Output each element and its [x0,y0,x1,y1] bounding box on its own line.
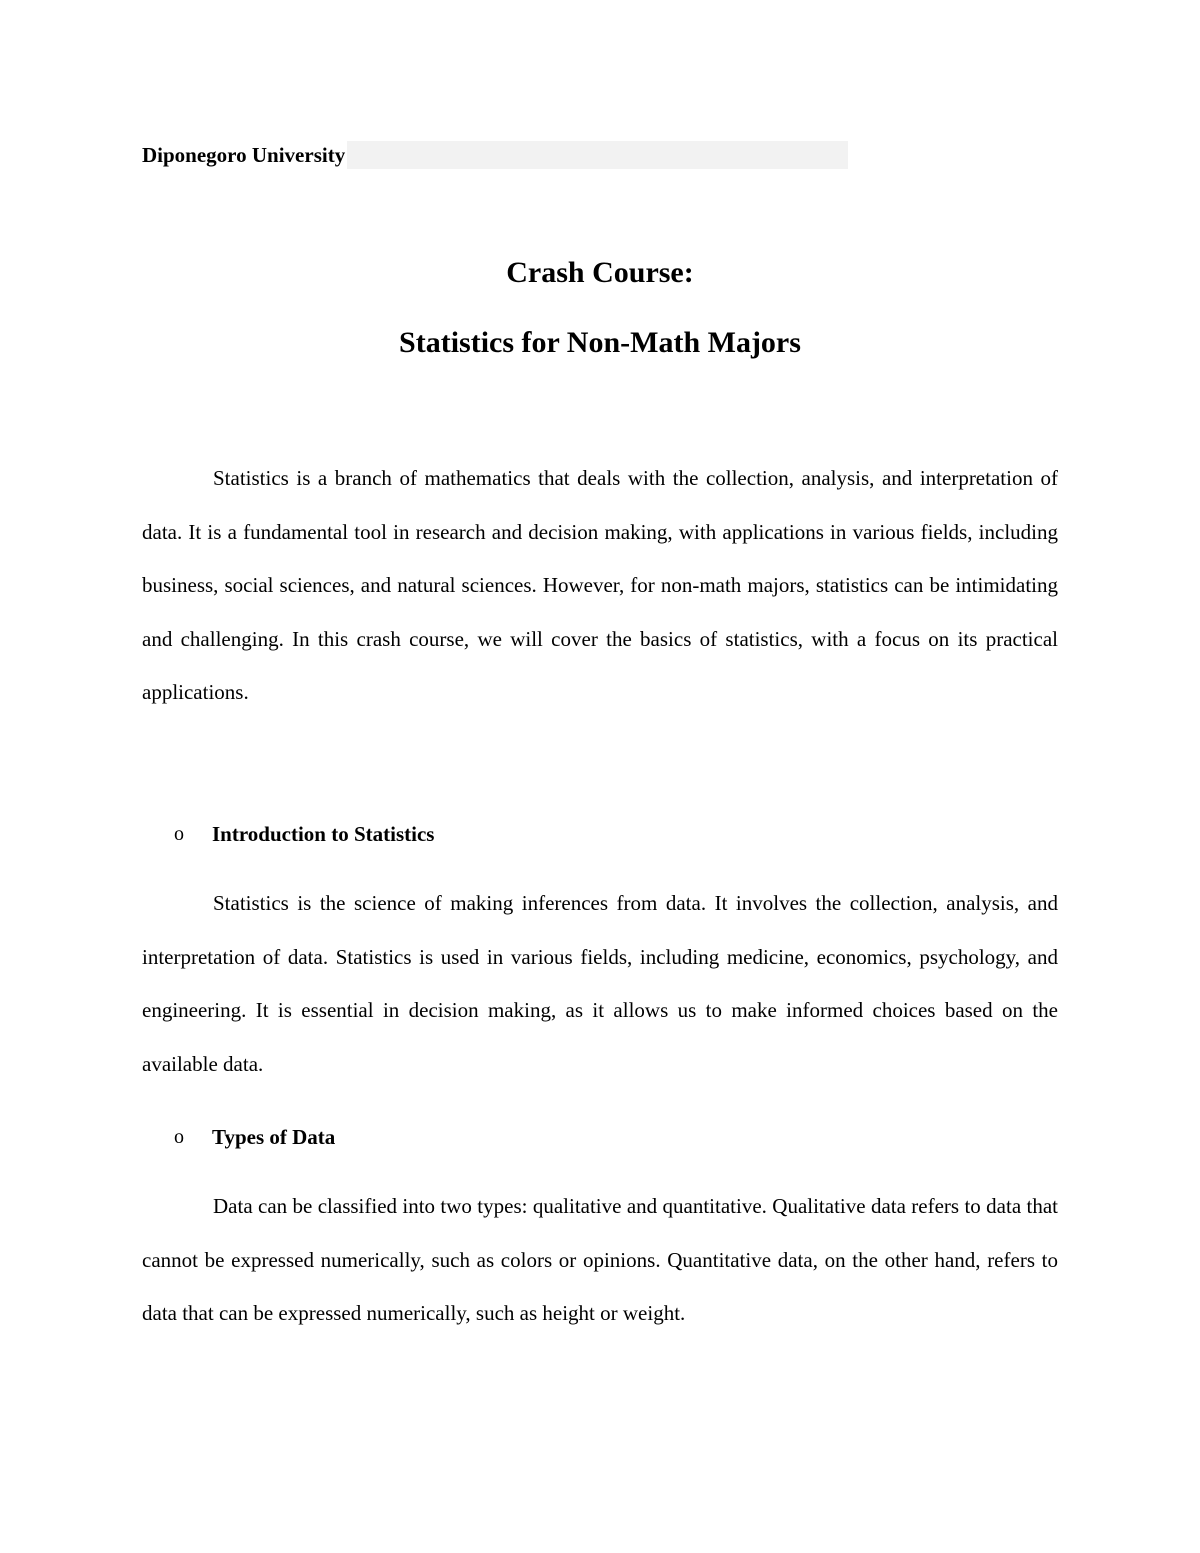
bullet-marker: o [174,822,184,845]
university-name: Diponegoro University [142,142,346,167]
document-title-line-1: Crash Course: [506,256,694,289]
bullet-marker: o [174,1125,184,1148]
section-body-introduction: Statistics is the science of making inferences from data. It involves the collection, analysis, and interpretation of data. Statistics is used in various fields, including medicine, economics, psychology, and engineering. It is essential in decision making, as it allows us to make informed choices based on the available data. [142,891,1058,1076]
header-placeholder-shading [347,141,848,169]
section-heading-introduction [174,819,434,849]
intro-paragraph: Statistics is a branch of mathematics that deals with the collection, analysis, and interpretation of data. It is a fundamental tool in research and decision making, with applications in various fields, including business, social sciences, and natural sciences. However, for non-math majors, statistics can be intimidating and challenging. In this crash course, we will cover the basics of statistics, with a focus on its practical applications. [142,466,1058,704]
header-line [142,141,848,169]
document-title-line-2: Statistics for Non-Math Majors [399,326,801,359]
section-body-types-of-data: Data can be classified into two types: qualitative and quantitative. Qualitative data refers to data that cannot be expressed numerically, such as colors or opinions. Quantitative data, on the other hand, refers to data that can be expressed numerically, such as height or weight. [142,1194,1058,1325]
section-title: Introduction to Statistics [212,821,435,846]
section-heading-types-of-data [174,1122,335,1152]
section-title: Types of Data [212,1124,336,1149]
